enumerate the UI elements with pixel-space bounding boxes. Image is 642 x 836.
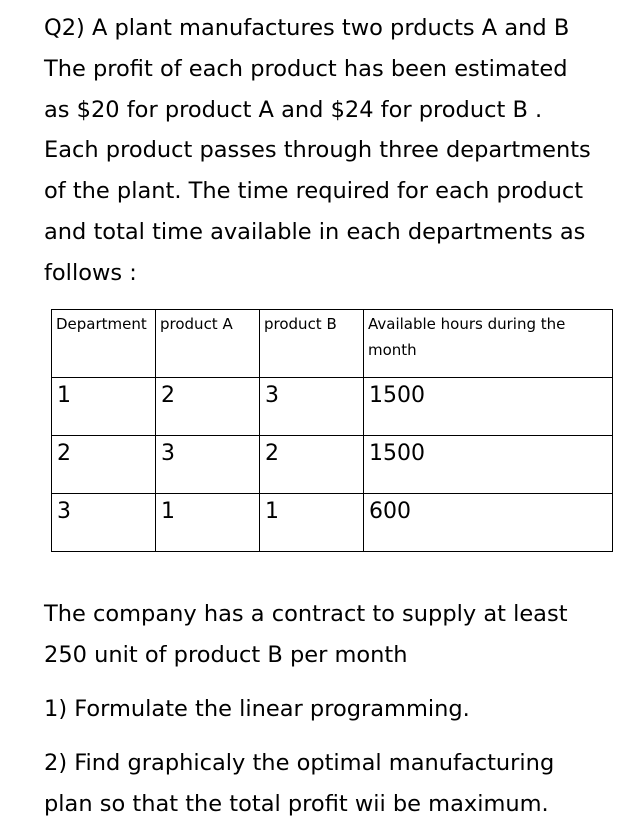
table-row bbox=[52, 494, 613, 552]
task-line: plan so that the total profit wii be maximum. bbox=[44, 791, 549, 817]
cell-product-b: 3 bbox=[260, 378, 364, 436]
cell-available-hours: 600 bbox=[364, 494, 613, 552]
cell-available-hours: 1500 bbox=[364, 436, 613, 494]
contract-line: 250 unit of product B per month bbox=[44, 642, 408, 668]
contract-line: The company has a contract to supply at least bbox=[44, 601, 568, 627]
cell-product-a: 3 bbox=[156, 436, 260, 494]
cell-product-a: 2 bbox=[156, 378, 260, 436]
question-line: as $20 for product A and $24 for product B . bbox=[44, 96, 543, 123]
task-graphical-solution bbox=[44, 743, 634, 825]
department-hours-table bbox=[51, 309, 613, 552]
cell-product-b: 2 bbox=[260, 436, 364, 494]
header-available-hours: Available hours during the month bbox=[364, 310, 613, 378]
question-line: The profit of each product has been estimated bbox=[44, 55, 568, 82]
question-text bbox=[44, 8, 634, 294]
task-formulate bbox=[44, 689, 634, 730]
question-line: and total time available in each departments as bbox=[44, 218, 586, 245]
task-line: 1) Formulate the linear programming. bbox=[44, 696, 470, 722]
cell-department: 1 bbox=[52, 378, 156, 436]
cell-product-a: 1 bbox=[156, 494, 260, 552]
cell-department: 2 bbox=[52, 436, 156, 494]
header-product-b: product B bbox=[260, 310, 364, 378]
table-header-row bbox=[52, 310, 613, 378]
question-line: Q2) A plant manufactures two prducts A and B bbox=[44, 15, 570, 41]
header-department: Department bbox=[52, 310, 156, 378]
question-line: of the plant. The time required for each product bbox=[44, 178, 584, 205]
question-line: follows : bbox=[44, 259, 137, 286]
contract-text bbox=[44, 594, 634, 676]
task-line: 2) Find graphicaly the optimal manufacturing bbox=[44, 750, 555, 776]
cell-product-b: 1 bbox=[260, 494, 364, 552]
table-row bbox=[52, 436, 613, 494]
header-product-a: product A bbox=[156, 310, 260, 378]
table-row bbox=[52, 378, 613, 436]
cell-available-hours: 1500 bbox=[364, 378, 613, 436]
cell-department: 3 bbox=[52, 494, 156, 552]
question-line: Each product passes through three departments bbox=[44, 137, 591, 164]
